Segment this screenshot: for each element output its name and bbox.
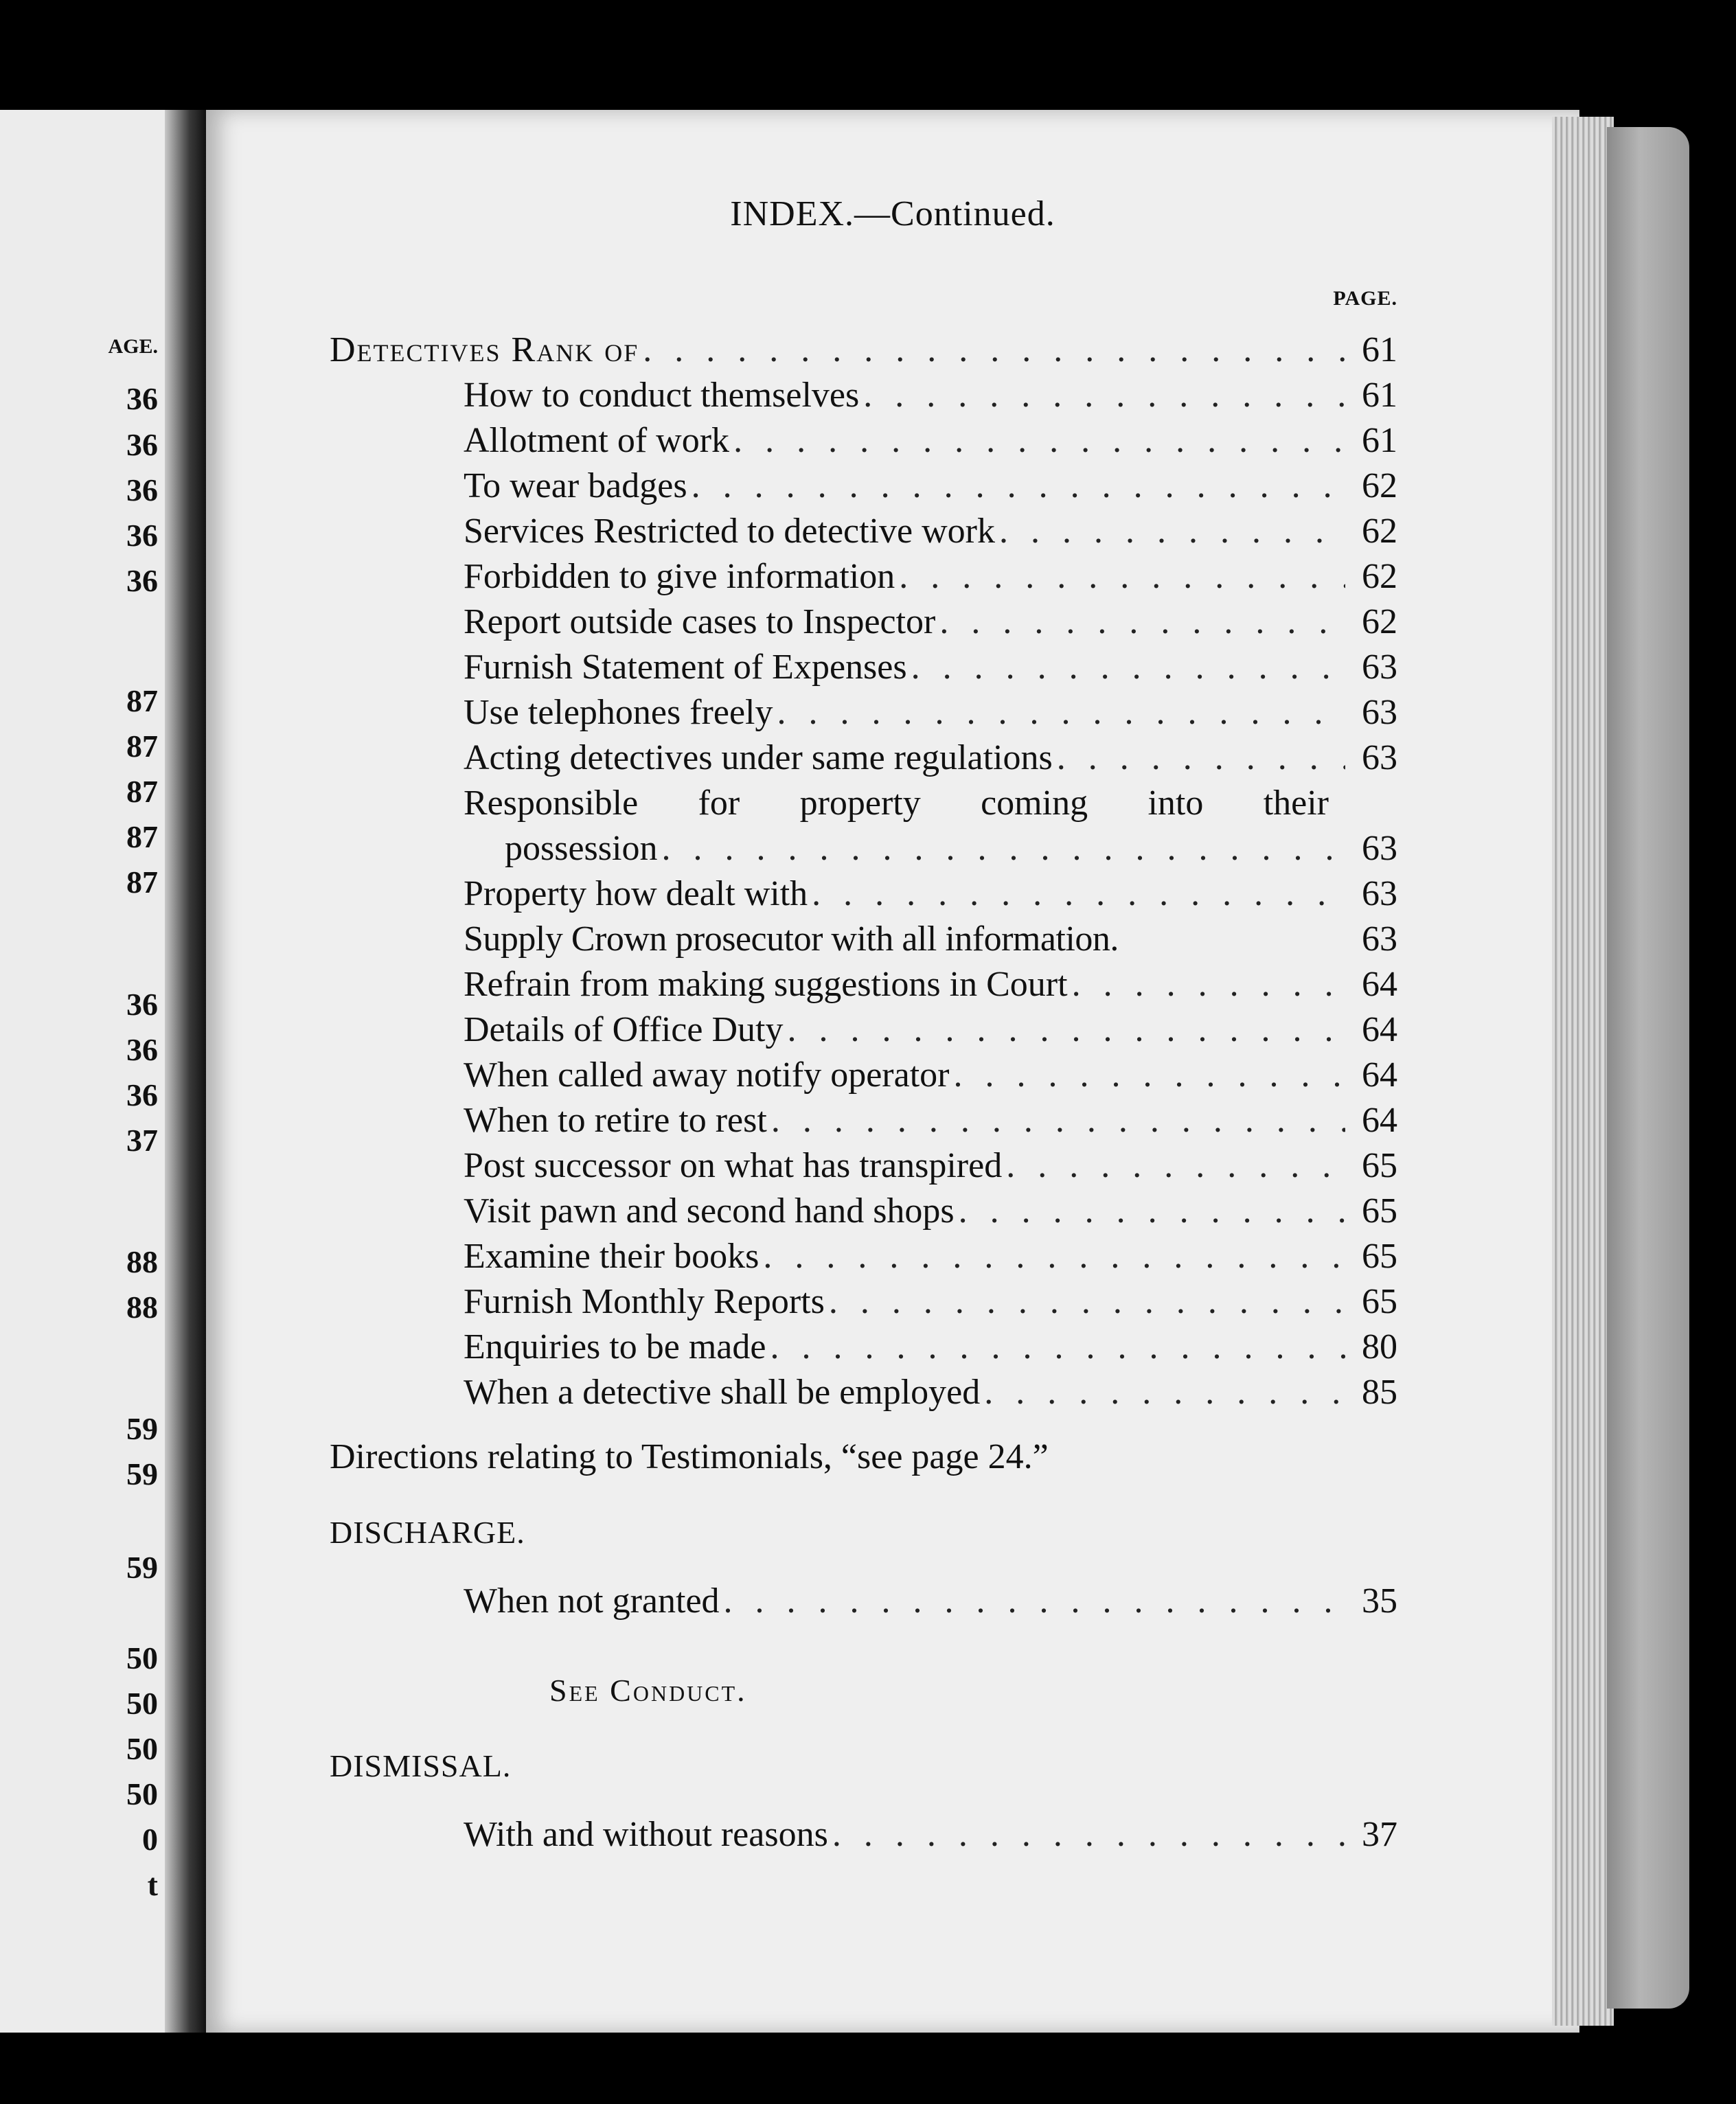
left-number: 36 — [126, 472, 158, 507]
left-number: 59 — [126, 1456, 158, 1491]
entry-text: When not granted — [464, 1581, 720, 1621]
leader-dots — [812, 872, 1345, 916]
leader-dots — [643, 328, 1345, 372]
index-entry — [464, 872, 1397, 916]
index-entry — [464, 1053, 1397, 1097]
leader-dots — [771, 1099, 1345, 1143]
index-entry — [464, 1099, 1397, 1143]
entry-text: Forbidden to give information — [464, 557, 895, 596]
section-title-discharge: DISCHARGE. — [330, 1515, 525, 1550]
page-number: 65 — [1362, 1282, 1397, 1321]
leader-dots — [787, 1008, 1345, 1052]
entry-text: Report outside cases to Inspector — [464, 602, 936, 641]
page-number: 64 — [1362, 1101, 1397, 1140]
entry-text: possession — [505, 829, 658, 868]
left-number: 36 — [126, 563, 158, 598]
index-entry — [464, 917, 1397, 961]
entry-text: When called away notify operator — [464, 1055, 950, 1095]
page-number: 64 — [1362, 1010, 1397, 1049]
index-entry — [464, 1189, 1397, 1233]
index-entry — [464, 555, 1397, 599]
left-number: 37 — [126, 1123, 158, 1158]
page-number: 61 — [1362, 376, 1397, 415]
index-entry — [464, 510, 1397, 553]
page-number: 64 — [1362, 965, 1397, 1004]
index-entry — [464, 374, 1397, 418]
index-entry — [464, 1813, 1397, 1857]
left-number: 36 — [126, 1032, 158, 1067]
leader-dots — [899, 555, 1345, 599]
leader-dots — [832, 1813, 1345, 1857]
entry-text: Details of Office Duty — [464, 1010, 784, 1049]
index-entry-line1: Responsible for property coming into their — [464, 784, 1329, 823]
leader-dots — [770, 1325, 1345, 1369]
entry-text: Supply Crown prosecutor with all information. — [464, 919, 1119, 959]
leader-dots — [763, 1235, 1345, 1279]
index-entry — [464, 1325, 1397, 1369]
page-number: 61 — [1362, 330, 1397, 369]
entry-text: Examine their books — [464, 1237, 760, 1276]
page-number: 62 — [1362, 602, 1397, 641]
directions-line: Directions relating to Testimonials, “see page 24.” — [330, 1437, 1049, 1476]
page-title: INDEX.—Continued. — [730, 194, 1055, 233]
index-heading-detectives — [330, 328, 1397, 372]
index-entry — [505, 827, 1397, 871]
left-number: t — [147, 1867, 158, 1902]
leader-dots — [829, 1280, 1345, 1324]
leader-dots — [1006, 1144, 1345, 1188]
left-number: 87 — [126, 865, 158, 900]
page-number: 63 — [1362, 648, 1397, 687]
entry-text: Allotment of work — [464, 421, 730, 460]
left-number: 59 — [126, 1550, 158, 1585]
left-number: 36 — [126, 987, 158, 1022]
left-number: 36 — [126, 381, 158, 416]
entry-text: How to conduct themselves — [464, 376, 860, 415]
leader-dots — [953, 1053, 1345, 1097]
leader-dots — [863, 374, 1345, 418]
page-number: 61 — [1362, 421, 1397, 460]
page-number: 85 — [1362, 1373, 1397, 1412]
left-facing-page — [0, 110, 179, 2033]
page-number: 64 — [1362, 1055, 1397, 1095]
index-entry — [464, 1280, 1397, 1324]
page-number: 63 — [1362, 738, 1397, 777]
leader-dots — [911, 645, 1345, 689]
left-number: 59 — [126, 1411, 158, 1446]
leader-dots — [777, 691, 1345, 735]
section-title-dismissal: DISMISSAL. — [330, 1748, 512, 1783]
leader-dots — [999, 510, 1345, 553]
book-cover-edge — [1607, 127, 1689, 2009]
page-column-label: PAGE. — [1333, 287, 1397, 310]
left-number: 50 — [126, 1731, 158, 1766]
left-number: 36 — [126, 427, 158, 462]
left-number: 36 — [126, 1077, 158, 1112]
left-number: 50 — [126, 1776, 158, 1811]
entry-text: Furnish Monthly Reports — [464, 1282, 825, 1321]
index-entry — [464, 600, 1397, 644]
entry-text: Visit pawn and second hand shops — [464, 1191, 955, 1231]
page-number: 63 — [1362, 693, 1397, 732]
page-number: 65 — [1362, 1146, 1397, 1185]
page-number: 80 — [1362, 1327, 1397, 1367]
page-number: 65 — [1362, 1191, 1397, 1231]
page-number: 63 — [1362, 829, 1397, 868]
page-edges — [1552, 117, 1614, 2026]
index-entry — [464, 1579, 1397, 1623]
entry-text: To wear badges — [464, 466, 687, 505]
entry-text: Enquiries to be made — [464, 1327, 766, 1367]
left-page-label: AGE. — [108, 335, 158, 358]
left-number: 50 — [126, 1686, 158, 1721]
index-entry — [464, 1235, 1397, 1279]
leader-dots — [733, 419, 1345, 463]
page-number: 65 — [1362, 1237, 1397, 1276]
page-number: 63 — [1362, 874, 1397, 913]
leader-dots — [1072, 963, 1345, 1007]
entry-text: Property how dealt with — [464, 874, 808, 913]
left-number: 88 — [126, 1244, 158, 1279]
index-entry — [464, 419, 1397, 463]
left-number: 0 — [142, 1822, 158, 1857]
leader-dots — [661, 827, 1345, 871]
left-number: 87 — [126, 683, 158, 718]
entry-text: When a detective shall be employed — [464, 1373, 981, 1412]
entry-text: With and without reasons — [464, 1815, 828, 1854]
page-number: 35 — [1362, 1581, 1397, 1621]
leader-dots — [692, 464, 1345, 508]
index-entry — [464, 1371, 1397, 1415]
leader-dots — [724, 1579, 1345, 1623]
page-number: 62 — [1362, 512, 1397, 551]
entry-text: Refrain from making suggestions in Court — [464, 965, 1068, 1004]
index-entry — [464, 963, 1397, 1007]
index-entry — [464, 645, 1397, 689]
entry-text: Furnish Statement of Expenses — [464, 648, 907, 687]
page-number: 62 — [1362, 557, 1397, 596]
index-entry — [464, 1008, 1397, 1052]
leader-dots — [984, 1371, 1345, 1415]
left-number: 87 — [126, 729, 158, 764]
entry-text: Use telephones freely — [464, 693, 773, 732]
left-number: 36 — [126, 518, 158, 553]
left-number: 50 — [126, 1640, 158, 1676]
book-gutter — [165, 110, 206, 2033]
page-number: 37 — [1362, 1815, 1397, 1854]
entry-text: When to retire to rest — [464, 1101, 767, 1140]
left-number: 87 — [126, 819, 158, 854]
leader-dots — [1057, 736, 1345, 780]
index-entry — [464, 1144, 1397, 1188]
left-number: 88 — [126, 1290, 158, 1325]
index-entry — [464, 464, 1397, 508]
entry-text: Post successor on what has transpired — [464, 1146, 1003, 1185]
leader-dots — [939, 600, 1345, 644]
index-entry — [464, 736, 1397, 780]
left-number: 87 — [126, 774, 158, 809]
entry-text: Services Restricted to detective work — [464, 512, 995, 551]
page-number: 62 — [1362, 466, 1397, 505]
index-entry — [464, 691, 1397, 735]
see-reference: See Conduct. — [549, 1673, 747, 1708]
leader-dots — [959, 1189, 1345, 1233]
page-number: 63 — [1362, 919, 1397, 959]
entry-text: Acting detectives under same regulations — [464, 738, 1053, 777]
heading-text: Detectives Rank of — [330, 330, 639, 369]
